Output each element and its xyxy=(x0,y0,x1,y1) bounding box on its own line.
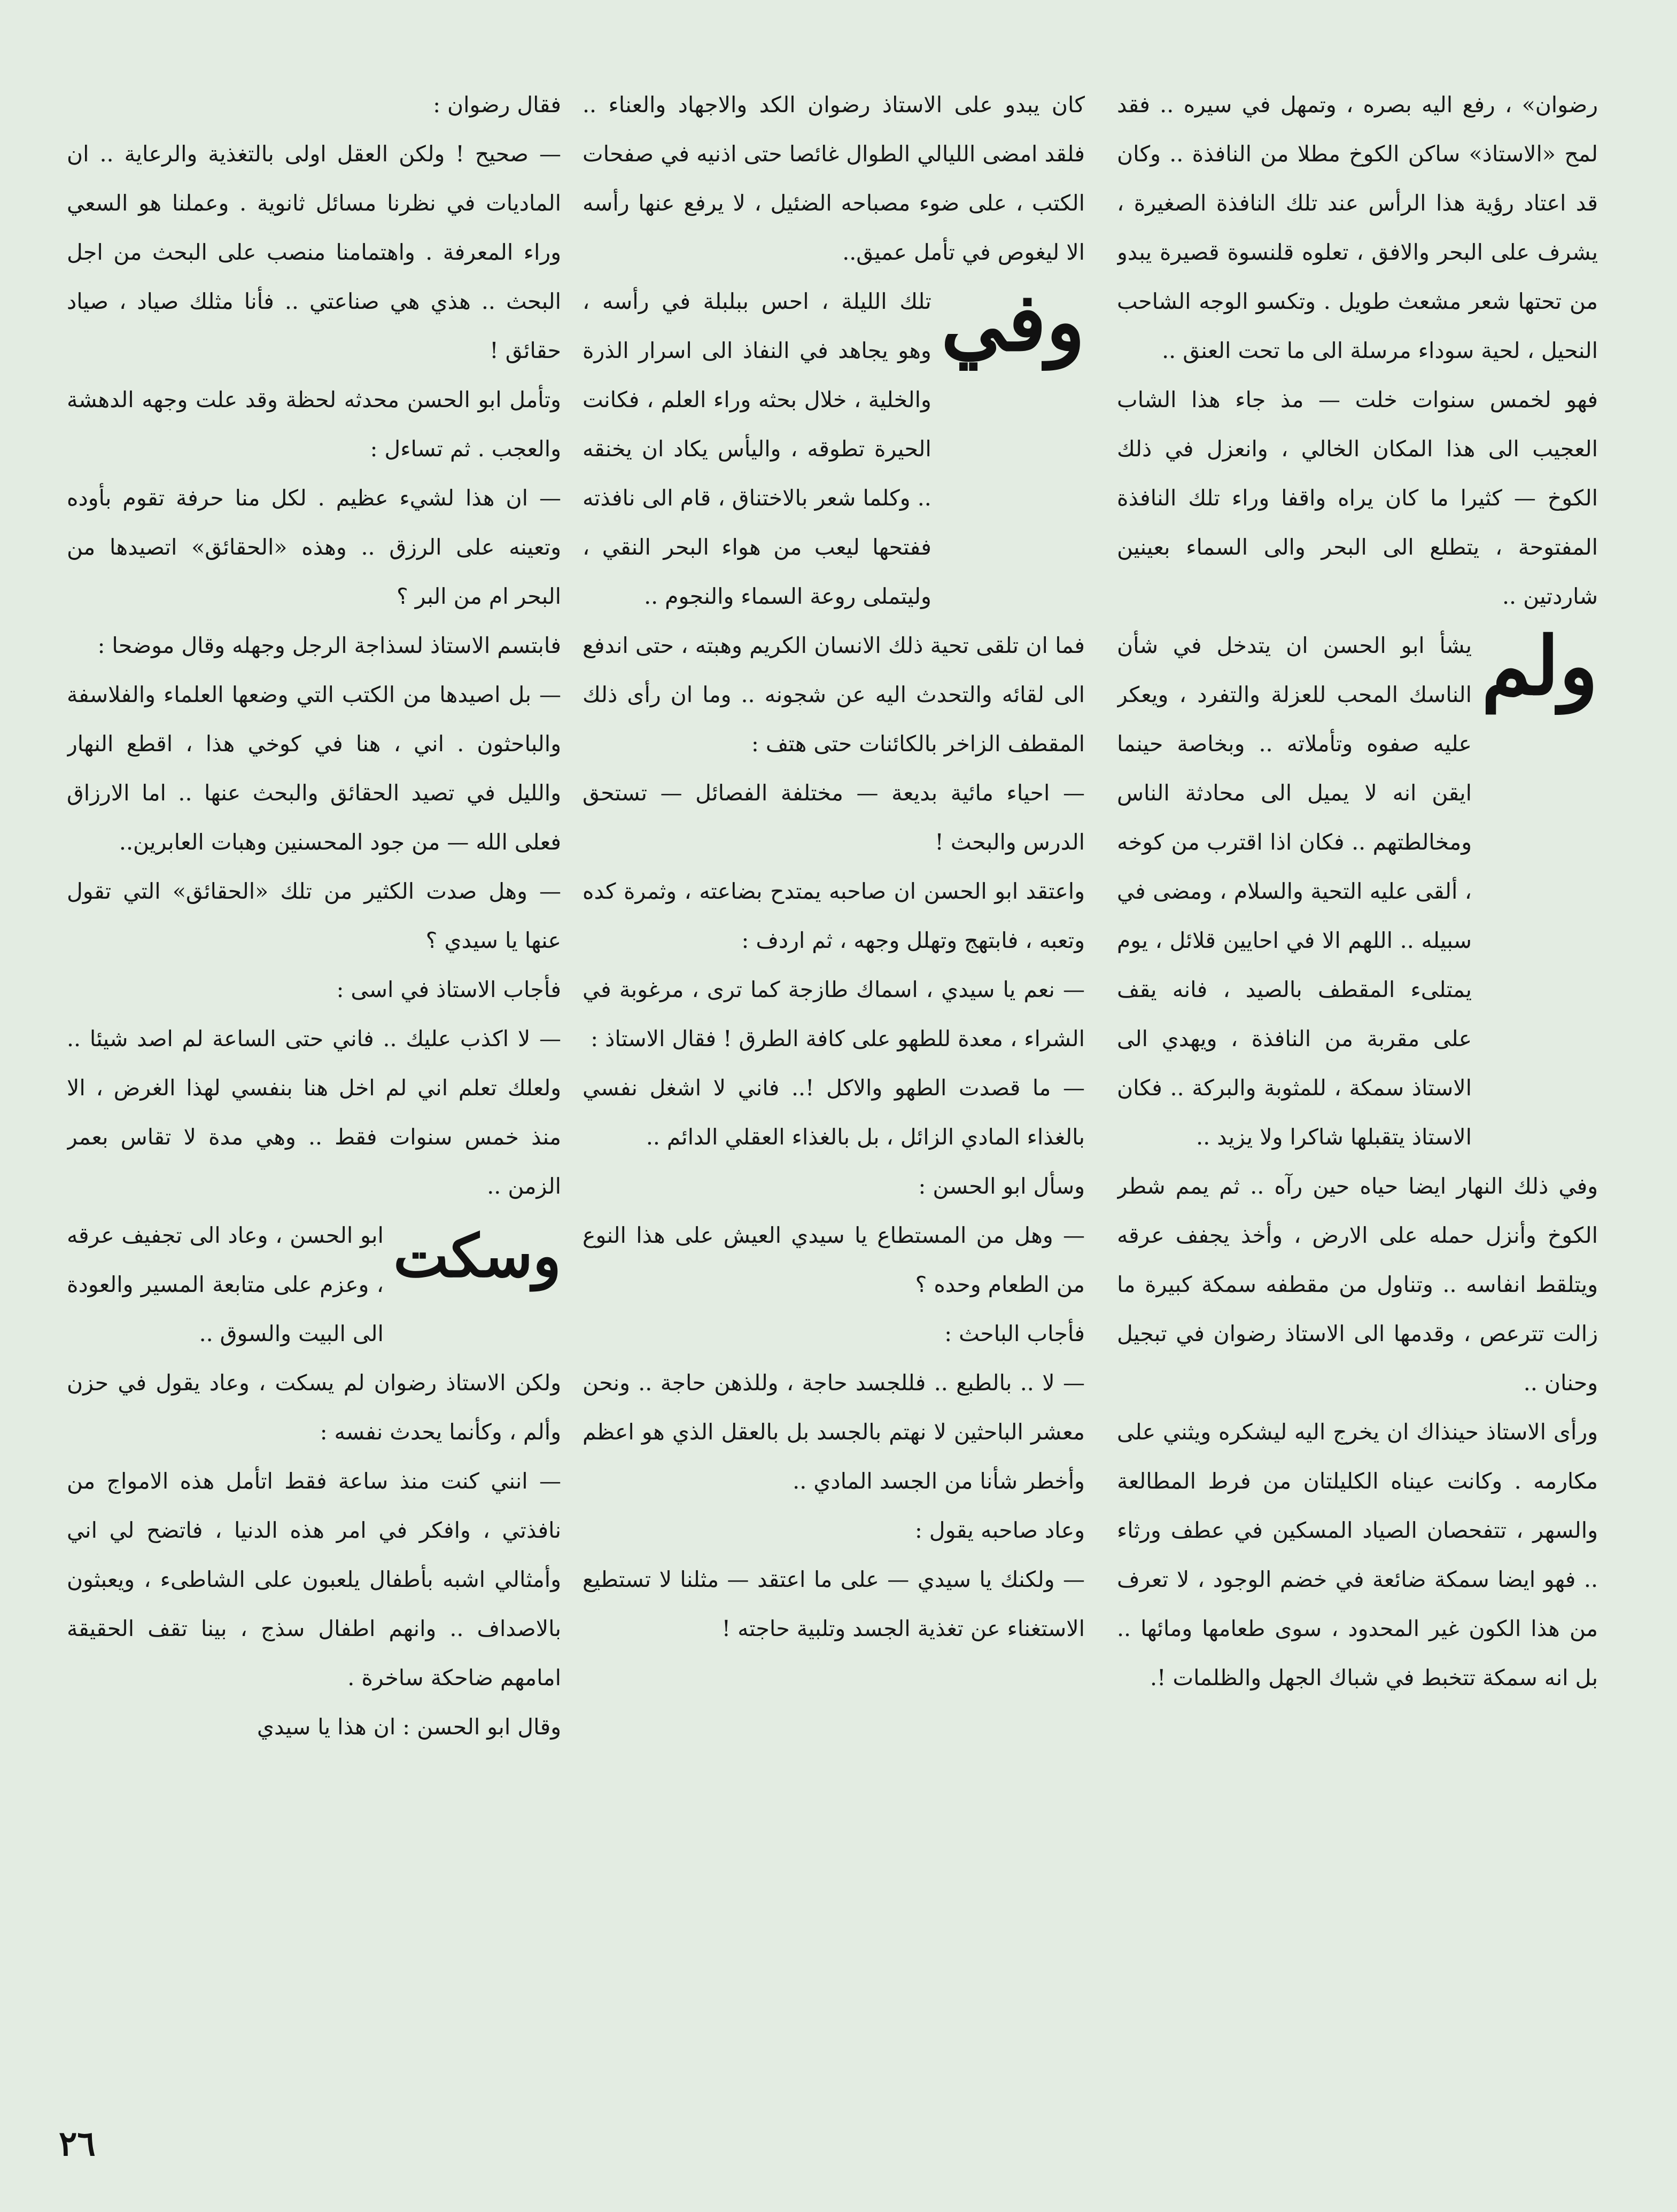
paragraph: — ولكنك يا سيدي — على ما اعتقد — مثلنا لا تستطيع الاستغناء عن تغذية الجسد وتلبية حاجته ! xyxy=(583,1567,1085,1641)
paragraph: — نعم يا سيدي ، اسماك طازجة كما ترى ، مرغوبة في الشراء ، معدة للطهو على كافة الطرق ! فقال الاستاذ : xyxy=(583,977,1085,1052)
paragraph: رضوان» ، رفع اليه بصره ، وتمهل في سيره .. فقد لمح «الاستاذ» ساكن الكوخ مطلا من النافذة .. وكان قد اعتاد رؤية هذا الرأس عند تلك النافذة الصغيرة ، يشرف على البحر والافق ، تعلوه قلنسوة قصيرة يبدو من تحتها شعر مشعث طويل . وتكسو الوجه الشاحب النحيل ، لحية سوداء مرسلة الى ما تحت العنق .. xyxy=(1117,92,1598,363)
paragraph: وسأل ابو الحسن : xyxy=(918,1173,1085,1199)
dropcap-paragraph xyxy=(67,1211,561,1358)
paragraph: فهو لخمس سنوات خلت — مذ جاء هذا الشاب العجيب الى هذا المكان الخالي ، وانعزل في ذلك الكوخ — كثيرا ما كان يراه واقفا وراء تلك النافذة المفتوحة ، يتطلع الى البحر والى السماء بعينين شاردتين .. xyxy=(1117,387,1598,609)
paragraph: وقال ابو الحسن : ان هذا يا سيدي xyxy=(257,1714,561,1740)
paragraph: وتأمل ابو الحسن محدثه لحظة وقد علت وجهه الدهشة والعجب . ثم تساءل : xyxy=(67,387,561,462)
dropcap-word: ولم xyxy=(1481,619,1598,713)
paragraph: يشأ ابو الحسن ان يتدخل في شأن الناسك المحب للعزلة والتفرد ، ويعكر عليه صفوه وتأملاته .. وبخاصة حينما ايقن انه لا يميل الى محادثة الناس ومخالطتهم .. فكان اذا اقترب من كوخه ، ألقى عليه التحية والسلام ، ومضى في سبيله .. اللهم الا في احايين قلائل ، يوم يمتلىء المقطف بالصيد ، فانه يقف على مقربة من النافذة ، ويهدي الى الاستاذ سمكة ، للمثوبة والبركة .. فكان الاستاذ يتقبلها شاكرا ولا يزيد .. xyxy=(1117,633,1472,1150)
paragraph: فأجاب الباحث : xyxy=(944,1321,1085,1346)
paragraph: فقال رضوان : xyxy=(433,92,561,118)
dropcap-word: وفي xyxy=(941,275,1085,369)
paragraph: ابو الحسن ، وعاد الى تجفيف عرقه ، وعزم على متابعة المسير والعودة الى البيت والسوق .. xyxy=(67,1222,384,1346)
paragraph: ورأى الاستاذ حينذاك ان يخرج اليه ليشكره ويثني على مكارمه . وكانت عيناه الكليلتان من فرط المطالعة والسهر ، تتفحصان الصياد المسكين في عطف ورثاء .. فهو ايضا سمكة ضائعة في خضم الوجود ، لا تعرف من هذا الكون غير المحدود ، سوى طعامها ومائها .. بل انه سمكة تتخبط في شباك الجهل والظلمات !. xyxy=(1117,1419,1598,1691)
paragraph: — احياء مائية بديعة — مختلفة الفصائل — تستحق الدرس والبحث ! xyxy=(583,780,1085,855)
paragraph: — وهل صدت الكثير من تلك «الحقائق» التي تقول عنها يا سيدي ؟ xyxy=(67,878,561,953)
paragraph: فأجاب الاستاذ في اسى : xyxy=(336,977,561,1002)
paragraph: — لا .. بالطبع .. فللجسد حاجة ، وللذهن حاجة .. ونحن معشر الباحثين لا نهتم بالجسد بل بالعقل الذي هو اعظم وأخطر شأنا من الجسد المادي .. xyxy=(583,1370,1085,1494)
paragraph: واعتقد ابو الحسن ان صاحبه يمتدح بضاعته ، وثمرة كده وتعبه ، فابتهج وتهلل وجهه ، ثم اردف : xyxy=(583,878,1085,953)
text-column-right xyxy=(1117,80,1598,2068)
paragraph: — صحيح ! ولكن العقل اولى بالتغذية والرعاية .. ان الماديات في نظرنا مسائل ثانوية . وعملنا هو السعي وراء المعرفة . واهتمامنا منصب على البحث من اجل البحث .. هذي هي صناعتي .. فأنا مثلك صياد ، صياد حقائق ! xyxy=(67,141,561,363)
paragraph: — لا اكذب عليك .. فاني حتى الساعة لم اصد شيئا .. ولعلك تعلم اني لم اخل هنا بنفسي لهذا الغرض ، الا منذ خمس سنوات فقط .. وهي مدة لا تقاس بعمر الزمن .. xyxy=(67,1026,561,1199)
paragraph: وعاد صاحبه يقول : xyxy=(914,1517,1085,1543)
paragraph: — بل اصيدها من الكتب التي وضعها العلماء والفلاسفة والباحثون . اني ، هنا في كوخي هذا ، اقطع النهار والليل في تصيد الحقائق والبحث عنها .. اما الارزاق فعلى الله — من جود المحسنين وهبات العابرين.. xyxy=(67,682,561,855)
text-column-middle xyxy=(583,80,1085,2068)
dropcap-word: وسكت xyxy=(393,1221,561,1290)
paragraph: فما ان تلقى تحية ذلك الانسان الكريم وهبته ، حتى اندفع الى لقائه والتحدث اليه عن شجونه .. وما ان رأى ذلك المقطف الزاخر بالكائنات حتى هتف : xyxy=(583,633,1085,757)
paragraph: — انني كنت منذ ساعة فقط اتأمل هذه الامواج من نافذتي ، وافكر في امر هذه الدنيا ، فاتضح لي اني وأمثالي اشبه بأطفال يلعبون على الشاطىء ، ويعبثون بالاصداف .. وانهم اطفال سذج ، بينا تقف الحقيقة امامهم ضاحكة ساخرة . xyxy=(67,1468,561,1691)
page-number: ٢٦ xyxy=(59,2124,96,2164)
text-column-left xyxy=(67,80,561,2068)
paragraph: فابتسم الاستاذ لسذاجة الرجل وجهله وقال موضحا : xyxy=(97,633,561,658)
paragraph: وفي ذلك النهار ايضا حياه حين رآه .. ثم يمم شطر الكوخ وأنزل حمله على الارض ، وأخذ يجفف عرقه ويتلقط انفاسه .. وتناول من مقطفه سمكة كبيرة ما زالت تترعص ، وقدمها الى الاستاذ رضوان في تبجيل وحنان .. xyxy=(1117,1173,1598,1396)
paragraph: — ان هذا لشيء عظيم . لكل منا حرفة تقوم بأوده وتعينه على الرزق .. وهذه «الحقائق» اتصيدها من البحر ام من البر ؟ xyxy=(67,485,561,609)
dropcap-paragraph xyxy=(583,277,1085,621)
paragraph: ولكن الاستاذ رضوان لم يسكت ، وعاد يقول في حزن وألم ، وكأنما يحدث نفسه : xyxy=(67,1370,561,1445)
paragraph: كان يبدو على الاستاذ رضوان الكد والاجهاد والعناء .. فلقد امضى الليالي الطوال غائصا حتى اذنيه في صفحات الكتب ، على ضوء مصباحه الضئيل ، لا يرفع عنها رأسه الا ليغوص في تأمل عميق.. xyxy=(583,92,1085,265)
paragraph: تلك الليلة ، احس ببلبلة في رأسه ، وهو يجاهد في النفاذ الى اسرار الذرة والخلية ، خلال بحثه وراء العلم ، فكانت الحيرة تطوقه ، واليأس يكاد ان يخنقه .. وكلما شعر بالاختناق ، قام الى نافذته ففتحها ليعب من هواء البحر النقي ، وليتملى روعة السماء والنجوم .. xyxy=(583,289,931,609)
paragraph: — ما قصدت الطهو والاكل !.. فاني لا اشغل نفسي بالغذاء المادي الزائل ، بل بالغذاء العقلي الدائم .. xyxy=(583,1075,1085,1150)
dropcap-paragraph xyxy=(1117,621,1598,1162)
paragraph: — وهل من المستطاع يا سيدي العيش على هذا النوع من الطعام وحده ؟ xyxy=(583,1222,1085,1297)
